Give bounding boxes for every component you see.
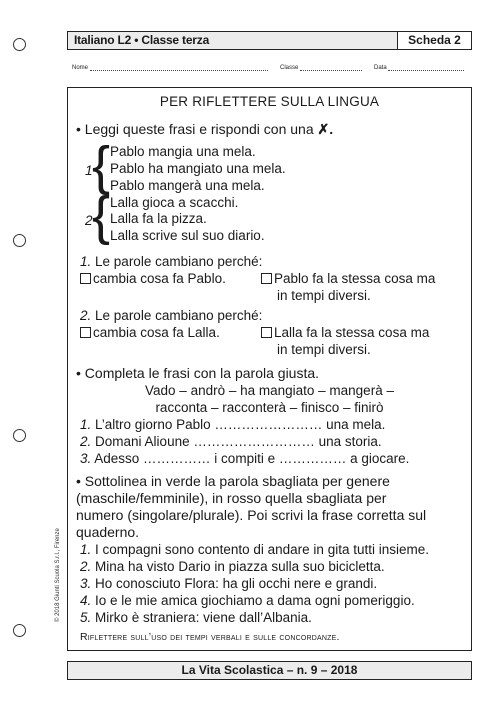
- q2-number: 2.: [80, 308, 92, 323]
- binder-hole-1: [13, 38, 26, 51]
- checkbox[interactable]: [80, 273, 91, 284]
- ex3-instruction-line-3: numero (singolare/plurale). Poi scrivi la frase corretta sul: [76, 507, 427, 523]
- error-sentence-text: Io e le mie amica giochiamo a dama ogni pomeriggio.: [95, 593, 415, 608]
- brace-icon: {: [92, 186, 111, 246]
- ex3-instruction-line-4: quaderno.: [76, 524, 140, 540]
- fill-sentence-1-text: L’altro giorno Pablo …………………… una mela.: [95, 417, 386, 432]
- magazine-footer: La Vita Scolastica – n. 9 – 2018: [67, 661, 472, 680]
- error-sentence-number: 5.: [80, 610, 92, 625]
- checkbox[interactable]: [261, 327, 272, 338]
- error-sentence-2: [80, 558, 385, 575]
- fill-sentence-3-text: Adesso …………… i compiti e …………… a giocare.: [94, 451, 410, 466]
- error-sentence-text: Ho conosciuto Flora: ha gli occhi nere e grandi.: [95, 576, 378, 591]
- fill-sentence-2-number: 2.: [80, 434, 92, 449]
- binder-hole-2: [13, 234, 26, 247]
- fill-sentence-3: [80, 450, 409, 467]
- fill-sentence-1-number: 1.: [80, 417, 92, 432]
- q1-question-text: Le parole cambiano perché:: [95, 254, 263, 269]
- checkbox[interactable]: [261, 273, 272, 284]
- q1-option-a-label: cambia cosa fa Pablo.: [93, 271, 226, 286]
- q1-option-a[interactable]: [80, 270, 226, 287]
- q2-question: [80, 307, 262, 324]
- binder-hole-4: [13, 624, 26, 637]
- data-label: Data: [374, 65, 387, 71]
- classe-field[interactable]: [280, 65, 362, 71]
- q1-number: 1.: [80, 254, 92, 269]
- data-field[interactable]: [374, 65, 464, 71]
- classe-label: Classe: [280, 65, 299, 71]
- error-sentence-number: 4.: [80, 593, 92, 608]
- copyright-text: © 2018 Giunti Scuola S.r.l., Firenze: [55, 528, 61, 622]
- q2-option-b-label: Lalla fa la stessa cosa ma: [274, 325, 430, 340]
- error-sentence-text: Mirko è straniera: viene dall’Albania.: [95, 610, 312, 625]
- group1-sentence-3: Pablo mangerà una mela.: [110, 178, 265, 193]
- nome-field[interactable]: [72, 65, 268, 71]
- group2-sentence-1: Lalla gioca a scacchi.: [110, 195, 239, 210]
- error-sentence-number: 2.: [80, 559, 92, 574]
- error-sentence-text: I compagni sono contento di andare in gita tutti insieme.: [95, 542, 429, 557]
- group2-sentence-2: Lalla fa la pizza.: [110, 211, 207, 226]
- group2-number: 2: [85, 213, 93, 228]
- nome-label: Nome: [72, 65, 89, 71]
- fill-sentence-2: [80, 433, 382, 450]
- worksheet-header: [67, 31, 472, 50]
- group1-number: 1: [85, 163, 93, 178]
- fill-sentence-1: [80, 416, 385, 433]
- error-sentence-4: [80, 592, 415, 609]
- section-title: PER RIFLETTERE SULLA LINGUA: [159, 94, 380, 109]
- checkbox[interactable]: [80, 327, 91, 338]
- group1-sentence-1: Pablo mangia una mela.: [110, 144, 256, 159]
- ex3-instruction-line-2: (maschile/femminile), in rosso quella sbagliata per: [76, 490, 387, 506]
- exercise-frame: [67, 87, 472, 651]
- group1-sentence-2: Pablo ha mangiato una mela.: [110, 161, 286, 176]
- error-sentence-text: Mina ha visto Dario in piazza sulla suo bicicletta.: [95, 559, 385, 574]
- teacher-note: Riflettere sull’uso dei tempi verbali e sulle concordanze.: [80, 631, 340, 643]
- error-sentence-number: 1.: [80, 542, 92, 557]
- scheda-label: Scheda 2: [397, 32, 471, 49]
- q2-option-b-line2: in tempi diversi.: [277, 342, 371, 357]
- word-bank-line-1: Vado – andrò – ha mangiato – mangerà –: [145, 383, 394, 398]
- ex1-instruction-text: • Leggi queste frasi e rispondi con una: [76, 121, 314, 137]
- group2-sentence-3: Lalla scrive sul suo diario.: [110, 228, 265, 243]
- header-title: Italiano L2 • Classe terza: [74, 33, 210, 47]
- error-sentence-1: [80, 541, 429, 558]
- q2-question-text: Le parole cambiano perché:: [95, 308, 263, 323]
- q2-option-a[interactable]: [80, 324, 220, 341]
- ex2-instruction: • Completa le frasi con la parola giusta.: [76, 365, 320, 381]
- fill-sentence-2-text: Domani Alioune ……………………… una storia.: [95, 434, 382, 449]
- ex1-instruction: [76, 121, 333, 138]
- word-bank-line-2: racconta – racconterà – finisco – finirò: [155, 400, 384, 415]
- error-sentence-5: [80, 609, 312, 626]
- cross-mark-icon: ✗.: [317, 121, 334, 137]
- ex3-instruction-line-1: • Sottolinea in verde la parola sbagliata per genere: [76, 473, 390, 489]
- q2-option-b[interactable]: [261, 324, 429, 341]
- fill-sentence-3-number: 3.: [80, 451, 92, 466]
- error-sentence-number: 3.: [80, 576, 92, 591]
- binder-hole-3: [13, 429, 26, 442]
- q1-option-b[interactable]: [261, 270, 435, 287]
- q2-option-a-label: cambia cosa fa Lalla.: [93, 325, 220, 340]
- q1-question: [80, 253, 262, 270]
- brace-icon: {: [92, 136, 111, 196]
- q1-option-b-line2: in tempi diversi.: [277, 288, 371, 303]
- q1-option-b-label: Pablo fa la stessa cosa ma: [274, 271, 436, 286]
- error-sentence-3: [80, 575, 377, 592]
